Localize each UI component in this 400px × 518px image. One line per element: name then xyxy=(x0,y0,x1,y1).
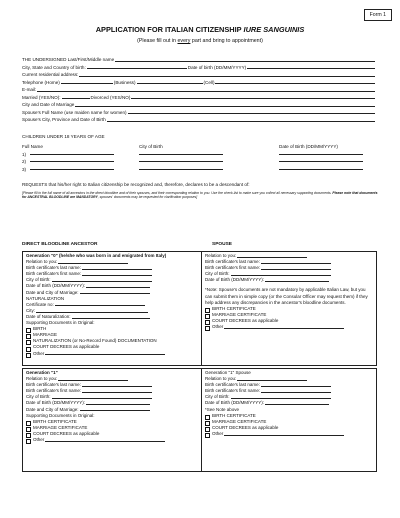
label: Date of Birth (DD/MM/YYYY): xyxy=(26,283,86,289)
child-row[interactable] xyxy=(22,149,376,157)
label-email: E-mail: xyxy=(22,87,37,92)
label: City of Birth: xyxy=(26,277,51,283)
fill-line[interactable] xyxy=(279,154,363,155)
checkbox[interactable] xyxy=(205,308,210,313)
label: Birth certificate's last name: xyxy=(26,265,81,271)
child-row-number: 3) xyxy=(22,166,27,172)
fill-line[interactable] xyxy=(82,386,152,387)
label-city-state-country: City, State and Country of birth: xyxy=(22,64,86,70)
fill-line[interactable] xyxy=(58,263,128,264)
fill-line[interactable] xyxy=(45,354,165,355)
label: Certificate no: xyxy=(26,301,54,307)
fill-line[interactable] xyxy=(30,154,114,155)
label: Relation to you: xyxy=(205,376,237,382)
fill-line[interactable] xyxy=(261,269,331,270)
label: Date of Birth (DD/MM/YYYY): xyxy=(205,277,265,283)
gen0-doc-other[interactable] xyxy=(26,351,198,357)
col-date-birth: Date of Birth (DD/MM/YYYY) xyxy=(279,144,338,149)
fill-line[interactable] xyxy=(80,293,150,294)
checkbox[interactable] xyxy=(26,328,31,333)
subtitle-underlined: every xyxy=(177,38,191,44)
fill-line[interactable] xyxy=(231,398,331,399)
child-row-number: 2) xyxy=(22,159,27,164)
fill-line[interactable] xyxy=(45,441,165,442)
fill-line[interactable] xyxy=(82,275,152,276)
checkbox[interactable] xyxy=(205,433,210,438)
gen0-supporting: Supporting Documents in Original: xyxy=(26,320,95,326)
field-undersigned[interactable] xyxy=(22,56,376,64)
checkbox[interactable] xyxy=(26,340,31,345)
label-spouse-full-name: Spouse's Full Name (use maiden name for women) xyxy=(22,109,127,115)
label-married: Married (YES/NO): xyxy=(22,94,61,100)
checkbox[interactable] xyxy=(205,320,210,325)
field-birthplace-dob[interactable] xyxy=(22,64,376,72)
section-spouse: SPOUSE xyxy=(212,242,232,247)
label: Other xyxy=(33,437,45,443)
label: MARRIAGE CERTIFICATE xyxy=(212,311,267,317)
label: City: xyxy=(26,307,35,313)
label: Relation to you: xyxy=(26,259,58,265)
checkbox[interactable] xyxy=(205,427,210,432)
field-spouse-birth[interactable] xyxy=(22,116,376,124)
label: COURT DECREES as applicable xyxy=(212,424,279,430)
label: COURT DECREES as applicable xyxy=(33,344,100,350)
label: Birth certificate's last name: xyxy=(205,259,260,265)
label-date-of-birth: Date of birth (DD/MM/YYYY) xyxy=(187,64,247,70)
checkbox[interactable] xyxy=(26,347,31,352)
gen1-doc-other[interactable] xyxy=(26,437,198,443)
request-statement: REQUESTS that his/her right to Italian citizenship be recognized and, therefore, declares to be a descendant of: xyxy=(22,182,250,187)
label: Birth certificate's last name: xyxy=(26,382,81,388)
col-full-name: Full Name xyxy=(22,144,43,149)
note-bold: Please note that documents for ANCESTRAL BLOODLINE are MANDATORY xyxy=(22,191,378,200)
fill-line[interactable] xyxy=(87,68,187,69)
fill-line[interactable] xyxy=(137,83,203,84)
gen1-supporting: Supporting Documents in Original: xyxy=(26,412,95,418)
label: NATURALIZATION (or No-Record Found) DOCUMENTATION xyxy=(33,338,157,344)
children-columns xyxy=(22,142,376,149)
label: Date and City of Marriage: xyxy=(26,406,79,412)
fill-line[interactable] xyxy=(62,98,90,99)
label: BIRTH CERTIFICATE xyxy=(33,418,77,424)
spouse1-title: Generation "1" Spouse xyxy=(205,370,251,375)
fill-line[interactable] xyxy=(237,257,307,258)
title-main: APPLICATION FOR ITALIAN CITIZENSHIP xyxy=(95,25,244,34)
fill-line[interactable] xyxy=(261,263,331,264)
label-cell: (Cell) xyxy=(203,79,215,85)
checkbox[interactable] xyxy=(26,421,31,426)
generation-0-box xyxy=(22,251,202,366)
note-part2: , spouses' documents may be requested for clarification purposes] xyxy=(97,195,198,200)
fill-line[interactable] xyxy=(80,410,150,411)
spouse0-note: *Note: Spouse's documents are not mandatory by applicable Italian Law, but you can submit them in simple copy (or the Consular Officer may request them) if they help address any discrepancies in the ancestor's bloodline documents. xyxy=(205,287,368,305)
label: BIRTH CERTIFICATE xyxy=(212,412,256,418)
child-row-number: 1) xyxy=(22,151,27,157)
spouse1-see-note: *See Note above xyxy=(205,406,240,412)
fill-line[interactable] xyxy=(37,91,375,92)
col-city-birth: City of Birth xyxy=(139,144,163,149)
request-note xyxy=(22,191,380,199)
fill-line[interactable] xyxy=(55,305,145,306)
fill-line[interactable] xyxy=(279,161,363,162)
label: Other xyxy=(212,430,224,436)
label: Birth certificate's first name: xyxy=(26,388,82,394)
label: Other xyxy=(212,324,224,330)
field-address[interactable] xyxy=(22,71,376,79)
title-italic: IURE SANGUINIS xyxy=(243,25,305,34)
note-part1: [Please fill in the full name of all ancestors in the direct bloodline and of their spouses, and their corresponding relation to you. Use the check-list to make sure you collect all necessary supporting documents. xyxy=(22,191,333,195)
children-section xyxy=(22,134,376,172)
page-title xyxy=(0,25,400,34)
fill-line[interactable] xyxy=(115,61,375,62)
fill-line[interactable] xyxy=(139,161,223,162)
field-spouse-name[interactable] xyxy=(22,109,376,117)
gen0-title: Generation "0" (he/she who was born in and emigrated from Italy) xyxy=(26,253,167,258)
field-marriage[interactable] xyxy=(22,101,376,109)
form-number-label: Form 1 xyxy=(364,9,392,21)
label: Date of Birth (DD/MM/YYYY): xyxy=(26,400,86,406)
label: Relation to you: xyxy=(26,376,58,382)
label: Other xyxy=(33,350,45,356)
fill-line[interactable] xyxy=(107,121,375,122)
checkbox[interactable] xyxy=(205,326,210,331)
label: COURT DECREES as applicable xyxy=(33,430,100,436)
checkbox[interactable] xyxy=(26,427,31,432)
label: MARRIAGE xyxy=(33,332,58,338)
fill-line[interactable] xyxy=(261,392,331,393)
fill-line[interactable] xyxy=(86,404,150,405)
spouse1-doc-other[interactable] xyxy=(205,431,373,437)
fill-line[interactable] xyxy=(231,275,331,276)
applicant-fields xyxy=(22,56,376,124)
fill-line[interactable] xyxy=(52,398,152,399)
label-undersigned: THE UNDERSIGNED Last/First/Middle name xyxy=(22,57,115,62)
label-business: (Business) xyxy=(113,79,136,85)
fill-line[interactable] xyxy=(224,328,344,329)
fill-line[interactable] xyxy=(58,380,128,381)
fill-line[interactable] xyxy=(139,154,223,155)
fill-line[interactable] xyxy=(86,287,150,288)
label: BIRTH xyxy=(33,326,47,332)
label-current-address: Current residential address: xyxy=(22,72,79,77)
checkbox[interactable] xyxy=(26,439,31,444)
fill-line[interactable] xyxy=(128,113,375,114)
label: MARRIAGE CERTIFICATE xyxy=(212,418,267,424)
label: Date and City of Marriage: xyxy=(26,289,79,295)
label-telephone-home: Telephone (Home) xyxy=(22,79,60,85)
checkbox[interactable] xyxy=(26,334,31,339)
label: City of Birth: xyxy=(205,394,230,400)
checkbox[interactable] xyxy=(26,353,31,358)
checkbox[interactable] xyxy=(205,314,210,319)
label-city-date-marriage: City and Date of Marriage xyxy=(22,102,75,107)
checkbox[interactable] xyxy=(26,433,31,438)
child-row[interactable] xyxy=(22,164,376,172)
fill-line[interactable] xyxy=(30,161,114,162)
label: Date of Naturalization: xyxy=(26,313,71,319)
gen0-naturalization-label: NATURALIZATION xyxy=(26,295,65,301)
fill-line[interactable] xyxy=(79,76,375,77)
spouse0-doc-other[interactable] xyxy=(205,324,373,330)
fill-line[interactable] xyxy=(72,318,150,319)
label: BIRTH CERTIFICATE xyxy=(212,305,256,311)
label: City of Birth: xyxy=(205,271,230,277)
label: Relation to you: xyxy=(205,253,237,258)
gen1-title: Generation "1" xyxy=(26,370,58,375)
fill-line[interactable] xyxy=(36,312,148,313)
label: Birth certificate's first name: xyxy=(26,271,82,277)
fill-line[interactable] xyxy=(247,68,375,69)
label: Date of Birth (DD/MM/YYYY): xyxy=(205,400,265,406)
spouse-1-box xyxy=(201,368,377,472)
label-spouse-birth: Spouse's City, Province and Date of Birth xyxy=(22,117,106,122)
fill-line[interactable] xyxy=(61,83,113,84)
field-telephone[interactable] xyxy=(22,79,376,87)
label: City of Birth: xyxy=(26,394,51,400)
label: MARRIAGE CERTIFICATE xyxy=(33,424,88,430)
fill-line[interactable] xyxy=(265,404,329,405)
fill-line[interactable] xyxy=(131,98,375,99)
page-subtitle xyxy=(0,38,400,44)
fill-line[interactable] xyxy=(82,269,152,270)
label: COURT DECREES as applicable xyxy=(212,317,279,323)
spouse-0-box xyxy=(201,251,377,366)
field-email[interactable] xyxy=(22,86,376,94)
fill-line[interactable] xyxy=(265,281,329,282)
fill-line[interactable] xyxy=(279,169,363,170)
fill-line[interactable] xyxy=(52,281,152,282)
section-direct-bloodline: DIRECT BLOODLINE ANCESTOR xyxy=(22,242,98,247)
label: Birth certificate's last name: xyxy=(205,382,260,388)
fill-line[interactable] xyxy=(82,392,152,393)
checkbox[interactable] xyxy=(205,421,210,426)
fill-line[interactable] xyxy=(237,380,307,381)
checkbox[interactable] xyxy=(205,415,210,420)
label-divorced: Divorced (YES/NO) xyxy=(90,94,131,100)
label: Birth certificate's first name: xyxy=(205,388,261,394)
children-header: CHILDREN UNDER 18 YEARS OF AGE xyxy=(22,134,105,139)
fill-line[interactable] xyxy=(139,169,223,170)
fill-line[interactable] xyxy=(261,386,331,387)
generation-1-box xyxy=(22,368,202,472)
label: Birth certificate's first name: xyxy=(205,265,261,271)
fill-line[interactable] xyxy=(224,435,344,436)
fill-line[interactable] xyxy=(30,169,114,170)
child-row[interactable] xyxy=(22,157,376,165)
fill-line[interactable] xyxy=(75,106,375,107)
subtitle-before: (Please fill out in xyxy=(137,38,178,44)
field-married[interactable] xyxy=(22,94,376,102)
fill-line[interactable] xyxy=(215,83,375,84)
subtitle-after: part and bring to appointment) xyxy=(190,38,263,44)
